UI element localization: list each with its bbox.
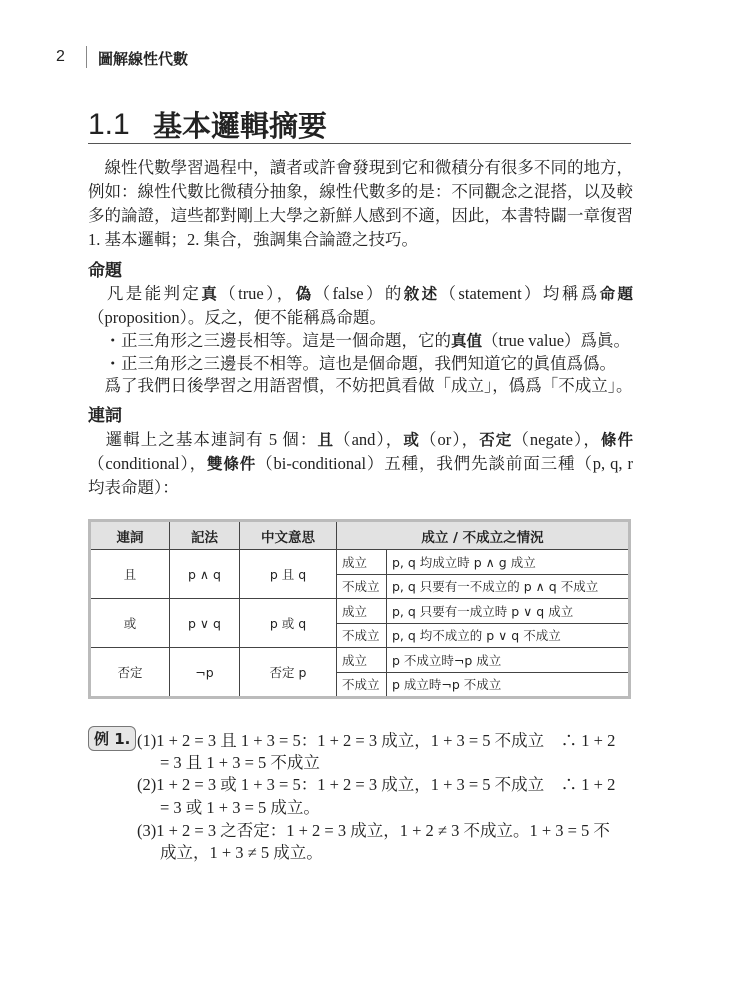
text-run: 爲了我們日後學習之用語習慣，不妨把眞看做「成立」，僞爲「不成立」。 [88, 376, 633, 395]
bold-term: 或 [403, 431, 420, 449]
status-cell: 成立 [337, 550, 387, 575]
text-run: 多的論證，這些都對剛上大學之新鮮人感到不適，因此，本書特闢一章復習 [88, 206, 633, 225]
condition-cell: p, q 均成立時 p ∧ g 成立 [387, 550, 630, 575]
bullet-line [88, 353, 633, 375]
table-header-row [90, 521, 630, 550]
column-header: 連詞 [90, 521, 170, 550]
condition-cell: p, q 只要有一不成立的 p ∧ q 不成立 [387, 574, 630, 599]
text-run: （or）， [419, 430, 480, 449]
text-line [88, 477, 633, 499]
example-line: 成立，1 + 3 ≠ 5 成立。 [160, 843, 323, 862]
subheading-connectives: 連詞 [88, 406, 122, 426]
table-row [90, 648, 630, 673]
example-line: (2)1 + 2 = 3 或 1 + 3 = 5：1 + 2 = 3 成立，1 + 3 = 5 不成立 ∴ 1 + 2 [137, 775, 616, 794]
text-run: （true value）爲眞。 [482, 331, 631, 350]
bold-term: 真值 [451, 332, 483, 350]
example-badge: 例 1. [88, 726, 136, 751]
status-cell: 成立 [337, 599, 387, 624]
text-run: （negate）， [512, 430, 601, 449]
connective-cell: 或 [90, 599, 170, 648]
text-line [88, 429, 633, 451]
text-run: ・正三角形之三邊長不相等。這也是個命題，我們知道它的眞值爲僞。 [88, 354, 616, 373]
condition-cell: p 成立時¬p 不成立 [387, 672, 630, 698]
text-run: 均表命題）： [88, 478, 179, 497]
status-cell: 不成立 [337, 672, 387, 698]
text-run: 線性代數學習過程中，讀者或許會發現到它和微積分有很多不同的地方， [88, 158, 633, 177]
running-header-title: 圖解線性代數 [98, 50, 189, 68]
bold-term: 命題 [599, 285, 633, 303]
section-rule [88, 143, 631, 144]
text-line [88, 375, 633, 397]
text-line [88, 283, 633, 305]
bold-term: 雙條件 [206, 455, 257, 473]
text-run: （and）， [334, 430, 404, 449]
status-cell: 成立 [337, 648, 387, 673]
table-row [90, 550, 630, 575]
intro-line [88, 205, 633, 227]
condition-cell: p, q 均不成立的 p ∨ q 不成立 [387, 623, 630, 648]
bold-term: 否定 [479, 431, 513, 449]
intro-line [88, 181, 633, 203]
header-divider [86, 46, 87, 68]
column-header: 記法 [170, 521, 240, 550]
meaning-cell: p 且 q [240, 550, 337, 599]
section-title: 基本邏輯摘要 [153, 109, 328, 143]
text-run: （bi-conditional）五種，我們先談前面三種（p, q, r [256, 454, 633, 473]
condition-cell: p 不成立時¬p 成立 [387, 648, 630, 673]
notation-cell: p ∧ q [170, 550, 240, 599]
bold-term: 偽 [295, 285, 314, 303]
text-run: ・正三角形之三邊長相等。這是一個命題，它的 [88, 331, 451, 350]
text-line [88, 453, 633, 475]
text-run: （conditional）， [88, 454, 207, 473]
bullet-line [88, 330, 633, 352]
column-header: 成立 / 不成立之情況 [337, 521, 630, 550]
bold-term: 且 [317, 431, 335, 449]
connectives-table [88, 519, 631, 699]
status-cell: 不成立 [337, 574, 387, 599]
intro-line [88, 229, 633, 251]
bold-term: 敘述 [403, 285, 440, 303]
section-number: 1.1 [88, 108, 130, 141]
condition-cell: p, q 只要有一成立時 p ∨ q 成立 [387, 599, 630, 624]
bold-term: 真 [201, 285, 220, 303]
text-run: 1. 基本邏輯；2. 集合，強調集合論證之技巧。 [88, 230, 418, 249]
bold-term: 條件 [600, 431, 633, 449]
subheading-proposition: 命題 [88, 261, 122, 281]
meaning-cell: p 或 q [240, 599, 337, 648]
text-run: （true）， [219, 284, 296, 303]
connective-cell: 且 [90, 550, 170, 599]
status-cell: 不成立 [337, 623, 387, 648]
text-run: 例如：線性代數比微積分抽象，線性代數多的是：不同觀念之混搭，以及較 [88, 182, 633, 201]
text-line [88, 307, 633, 329]
text-run: （false）的 [313, 284, 404, 303]
example-line: = 3 且 1 + 3 = 5 不成立 [160, 753, 320, 772]
intro-line [88, 157, 633, 179]
text-run: （statement）均稱爲 [439, 284, 600, 303]
text-run: 凡是能判定 [88, 284, 202, 303]
text-run: （proposition）。反之，便不能稱爲命題。 [88, 308, 386, 327]
example-line: = 3 或 1 + 3 = 5 成立。 [160, 798, 320, 817]
meaning-cell: 否定 p [240, 648, 337, 698]
text-run: 邏輯上之基本連詞有 5 個： [88, 430, 318, 449]
example-line: (3)1 + 2 = 3 之否定：1 + 2 = 3 成立，1 + 2 ≠ 3 不成立。1 + 3 = 5 不 [137, 821, 610, 840]
page-number: 2 [56, 48, 65, 65]
column-header: 中文意思 [240, 521, 337, 550]
example-line: (1)1 + 2 = 3 且 1 + 3 = 5：1 + 2 = 3 成立，1 + 3 = 5 不成立 ∴ 1 + 2 [137, 731, 616, 750]
notation-cell: ¬p [170, 648, 240, 698]
connective-cell: 否定 [90, 648, 170, 698]
notation-cell: p ∨ q [170, 599, 240, 648]
table-row [90, 599, 630, 624]
